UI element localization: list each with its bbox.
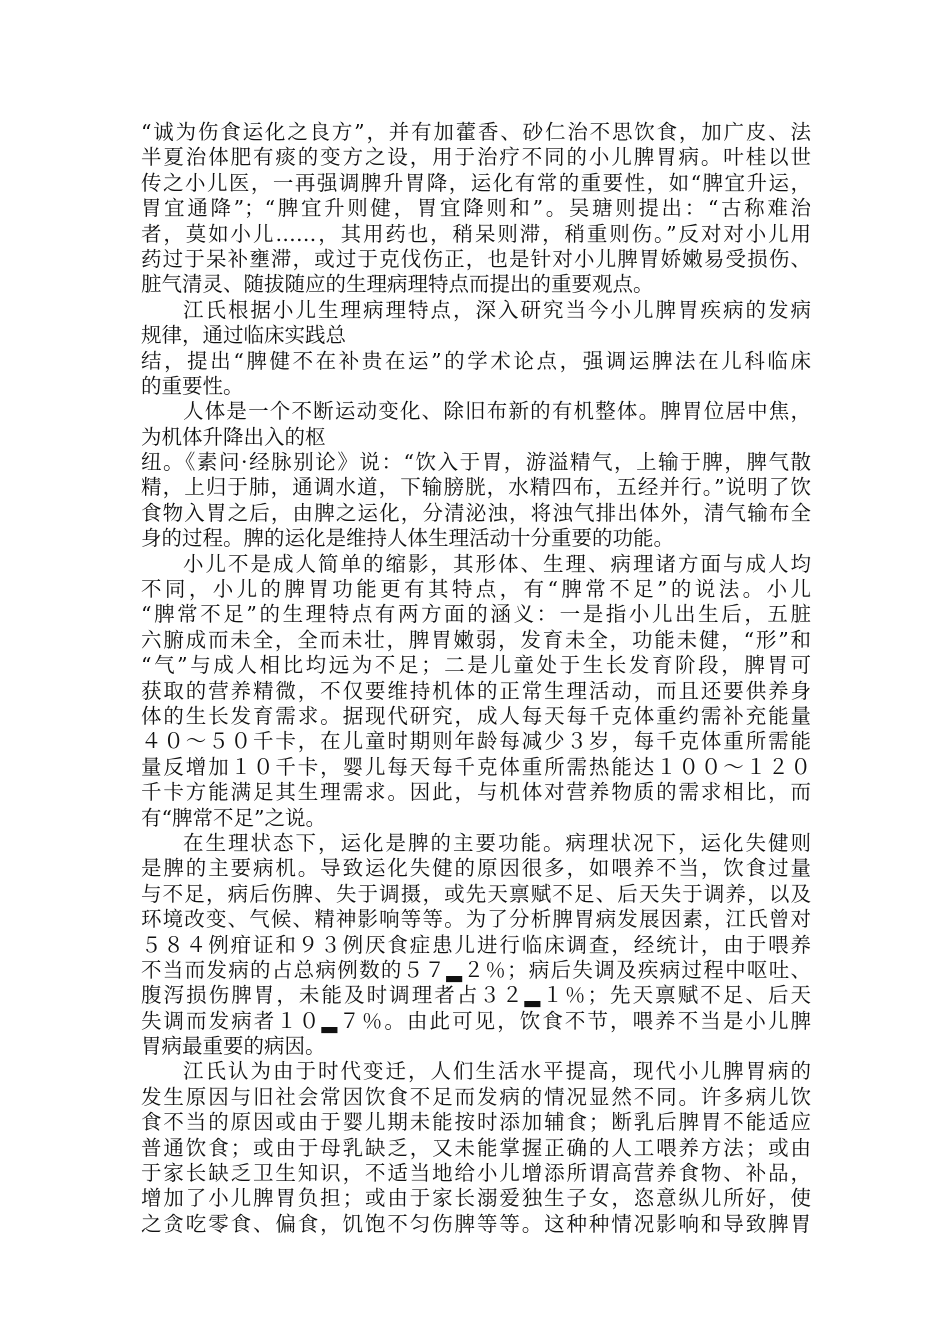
text-line: 脏气清灵、随拔随应的生理病理特点而提出的重要观点。 [141,272,654,297]
text-line: “气”与成人相比均远为不足；二是儿童处于生长发育阶段，脾胃可 [141,653,811,678]
text-line: 人体是一个不断运动变化、除旧布新的有机整体。脾胃位居中焦， [183,399,811,424]
text-line: 环境改变、气候、精神影响等等。为了分析脾胃病发展因素，江氏曾对 [141,907,811,932]
text-line: 不当而发病的占总病例数的５７▂２％；病后失调及疾病过程中呕吐、 [141,957,811,982]
text-line: 纽。《素问·经脉别论》说：“饮入于胃，游溢精气，上输于脾，脾气散 [141,450,811,475]
text-line: 者，莫如小儿……，其用药也，稍呆则滞，稍重则伤。”反对对小儿用 [141,221,811,246]
text-line: 传之小儿医，一再强调脾升胃降，运化有常的重要性，如“脾宜升运， [141,170,811,195]
text-line: 结，提出“脾健不在补贵在运”的学术论点，强调运脾法在儿科临床 [141,348,811,373]
text-line: ５８４例疳证和９３例厌食症患儿进行临床调查，经统计，由于喂养 [141,932,811,957]
text-line: 有“脾常不足”之说。 [141,805,326,830]
text-line: ４０～５０千卡，在儿童时期则年龄每减少３岁，每千克体重所需能 [141,729,811,754]
text-line: 胃病最重要的病因。 [141,1034,326,1059]
text-line: 是脾的主要病机。导致运化失健的原因很多，如喂养不当，饮食过量 [141,856,811,881]
text-line: 之贪吃零食、偏食，饥饱不匀伤脾等等。这种种情况影响和导致脾胃 [141,1211,811,1236]
text-line: 获取的营养精微，不仅要维持机体的正常生理活动，而且还要供养身 [141,678,811,703]
document-page [141,120,811,1237]
text-line: 腹泻损伤脾胃，未能及时调理者占３２▂１％；先天禀赋不足、后天 [141,983,811,1008]
text-line: 胃宜通降”；“脾宜升则健，胃宜降则和”。吴瑭则提出：“古称难治 [141,196,811,221]
text-line: 失调而发病者１０▂７％。由此可见，饮食不节，喂养不当是小儿脾 [141,1008,811,1033]
text-line: 的重要性。 [141,373,244,398]
text-line: 江氏根据小儿生理病理特点，深入研究当今小儿脾胃疾病的发病 [183,297,811,322]
text-line: 为机体升降出入的枢 [141,424,326,449]
text-line: 量反增加１０千卡，婴儿每天每千克体重所需热能达１００～１２０ [141,754,811,779]
text-line: 六腑成而未全，全而未壮，脾胃嫩弱，发育未全，功能未健，“形”和 [141,627,811,652]
text-line: 身的过程。脾的运化是维持人体生理活动十分重要的功能。 [141,526,674,551]
text-line: 体的生长发育需求。据现代研究，成人每天每千克体重约需补充能量 [141,703,811,728]
text-line: “脾常不足”的生理特点有两方面的涵义：一是指小儿出生后，五脏 [141,602,811,627]
text-line: 千卡方能满足其生理需求。因此，与机体对营养物质的需求相比，而 [141,780,811,805]
text-line: 小儿不是成人简单的缩影，其形体、生理、病理诸方面与成人均 [183,551,811,576]
text-line: 药过于呆补壅滞，或过于克伐伤正，也是针对小儿脾胃娇嫩易受损伤、 [141,246,811,271]
text-line: 食不当的原因或由于婴儿期未能按时添加辅食；断乳后脾胃不能适应 [141,1110,811,1135]
text-line: “诚为伤食运化之良方”，并有加藿香、砂仁治不思饮食，加广皮、法 [141,120,811,144]
text-line: 精，上归于肺，通调水道，下输膀胱，水精四布，五经并行。”说明了饮 [141,475,811,500]
text-line: 增加了小儿脾胃负担；或由于家长溺爱独生子女，恣意纵儿所好，使 [141,1186,811,1211]
text-line: 食物入胃之后，由脾之运化，分清泌浊，将浊气排出体外，清气输布全 [141,500,811,525]
text-line: 发生原因与旧社会常因饮食不足而发病的情况显然不同。许多病儿饮 [141,1084,811,1109]
text-line: 规律，通过临床实践总 [141,323,346,348]
text-line: 普通饮食；或由于母乳缺乏，又未能掌握正确的人工喂养方法；或由 [141,1135,811,1160]
text-line: 于家长缺乏卫生知识，不适当地给小儿增添所谓高营养食物、补品， [141,1161,811,1186]
text-line: 不同，小儿的脾胃功能更有其特点，有“脾常不足”的说法。小儿 [141,577,811,602]
text-line: 与不足，病后伤脾、失于调摄，或先天禀赋不足、后天失于调养，以及 [141,881,811,906]
text-line: 半夏治体肥有痰的变方之设，用于治疗不同的小儿脾胃病。叶桂以世 [141,145,811,170]
text-line: 江氏认为由于时代变迁，人们生活水平提高，现代小儿脾胃病的 [183,1059,811,1084]
text-line: 在生理状态下，运化是脾的主要功能。病理状况下，运化失健则 [183,830,811,855]
